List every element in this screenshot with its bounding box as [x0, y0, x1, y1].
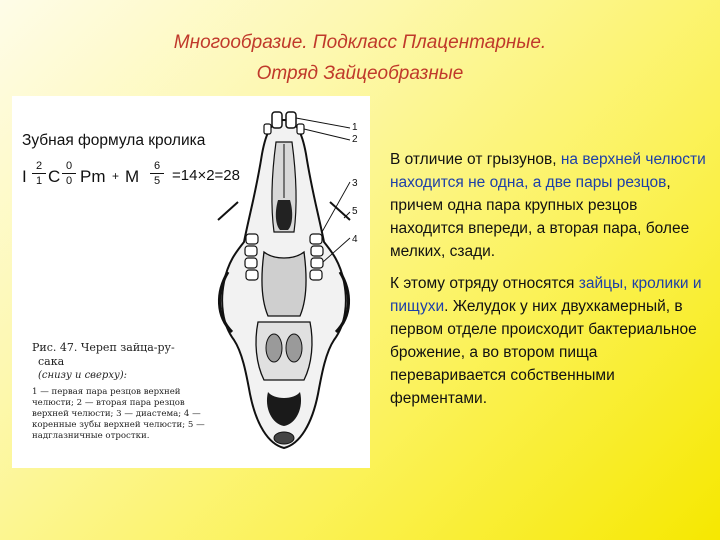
formula-result: =14×2=28	[172, 167, 240, 184]
formula-molar-fraction	[150, 159, 164, 188]
formula-canine-lower: 0	[65, 175, 73, 187]
slide-title-line1: Многообразие. Подкласс Плацентарные.	[173, 32, 547, 53]
formula-incisor-lower: 1	[35, 175, 43, 187]
figure-caption	[32, 341, 212, 442]
formula-molar-lower: 5	[153, 175, 161, 187]
p1-rest: , причем одна пара крупных резцов находится впереди, а вторая пара, более мелких, сзади.	[390, 174, 690, 260]
formula-plus-sign: +	[112, 169, 120, 183]
caption-title-cont: сака	[38, 355, 65, 368]
p1-lead: В отличие от грызунов,	[390, 151, 561, 168]
p2-lead: К этому отряду относятся	[390, 275, 579, 292]
p1-highlight: на верхней челюсти находится не одна, а две пары резцов	[390, 151, 706, 191]
skull-label-2: 2	[352, 134, 358, 145]
formula-incisor-upper: 2	[32, 159, 46, 174]
skull-label-4: 4	[352, 234, 358, 245]
paragraph-incisors	[390, 148, 708, 263]
skull-label-5: 5	[352, 206, 358, 217]
p2-rest: . Желудок у них двухкамерный, в первом отделе происходит бактериальное брожение, а во втором пища переваривается собственными ферментами.	[390, 298, 697, 407]
formula-canine-symbol: C	[48, 167, 61, 186]
paragraph-members	[390, 272, 708, 410]
formula-canine-fraction	[62, 159, 76, 188]
rabbit-skull-illustration	[198, 102, 370, 467]
figure-panel	[12, 96, 370, 468]
skull-label-1: 1	[352, 122, 358, 133]
formula-molar-upper: 6	[150, 159, 164, 174]
caption-subtitle: (снизу и сверху):	[38, 370, 128, 381]
dental-formula-title: Зубная формула кролика	[22, 132, 206, 149]
formula-canine-upper: 0	[62, 159, 76, 174]
caption-title: Рис. 47. Череп зайца-ру-	[32, 341, 175, 354]
formula-premolar-symbol: Pm	[80, 167, 106, 186]
main-text	[390, 148, 708, 419]
skull-label-3: 3	[352, 178, 358, 189]
p2-highlight: зайцы, кролики и пищухи	[390, 275, 702, 315]
formula-incisor-fraction	[32, 159, 46, 188]
slide-title-line2: Отряд Зайцеобразные	[256, 63, 464, 84]
formula-incisor-symbol: I	[22, 167, 27, 186]
formula-molar-symbol: M	[125, 167, 140, 186]
caption-body: 1 — первая пара резцов верхней челюсти; 2 — вторая пара резцов верхней челюсти; 3 — диастема; 4 — коренные зубы верхней челюсти; 5 — надглазничные отростки.	[32, 387, 205, 441]
